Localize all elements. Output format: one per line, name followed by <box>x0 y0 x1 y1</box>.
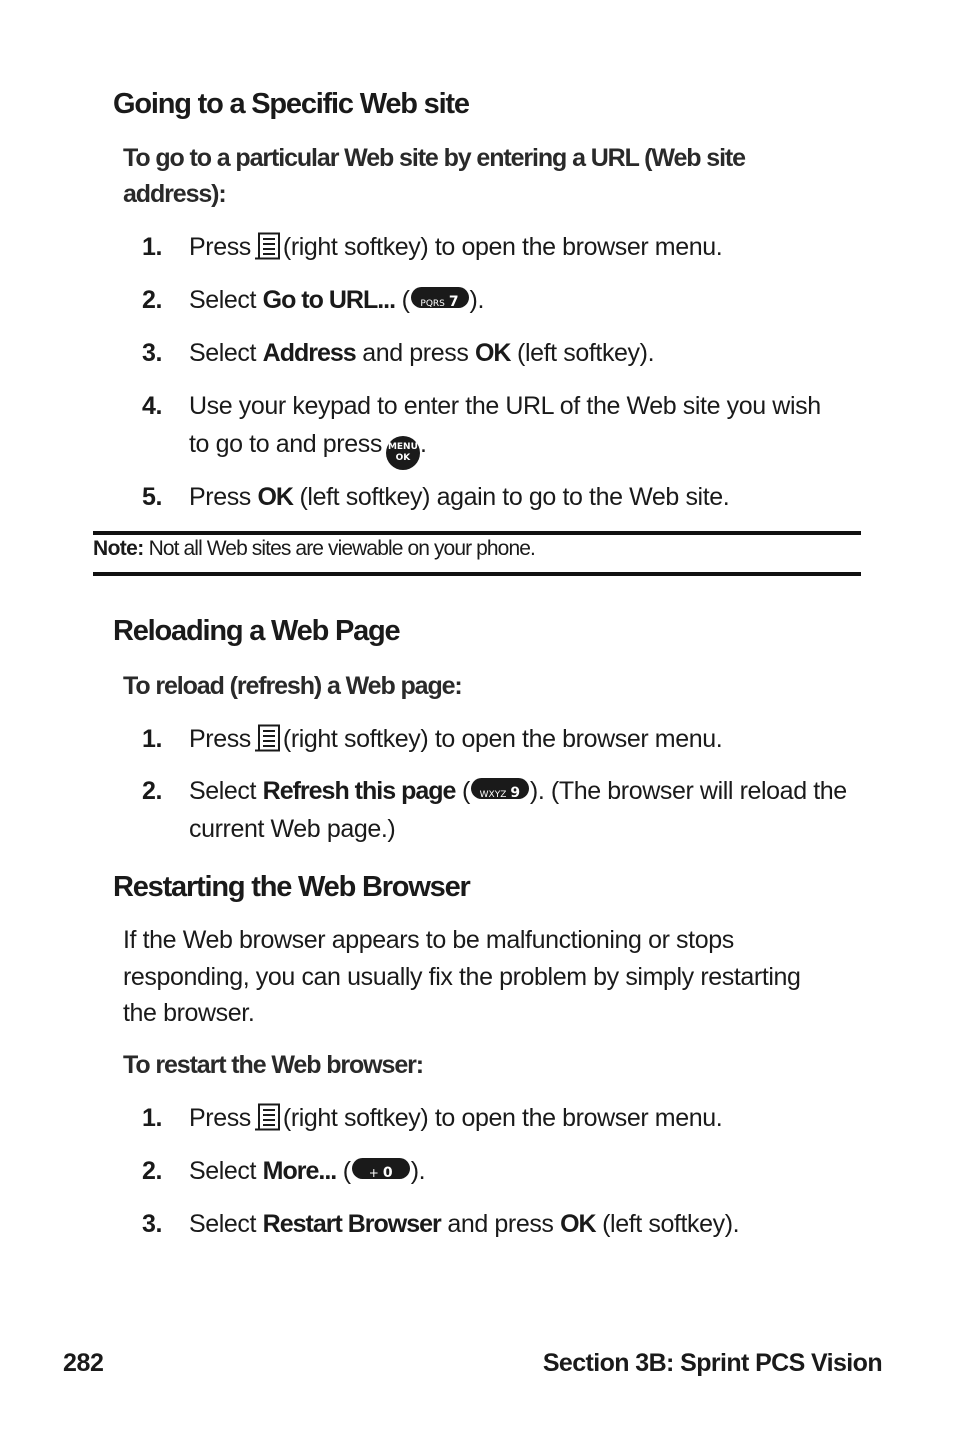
step-number: 3. <box>142 1210 163 1238</box>
step-number: 4. <box>142 392 163 420</box>
note-label: Note: <box>93 537 144 560</box>
menu-softkey-icon <box>255 232 281 260</box>
section-footer: Section 3B: Sprint PCS Vision <box>542 1349 882 1377</box>
section-title-restarting: Restarting the Web Browser <box>113 871 470 903</box>
step-number: 1. <box>142 233 163 261</box>
instruction-lead: To restart the Web browser: <box>123 1051 423 1079</box>
step-number: 5. <box>142 483 163 511</box>
section-title-going-to-website: Going to a Specific Web site <box>113 88 469 120</box>
step-item: 5. Press OK (left softkey) again to go to the Web site. <box>142 478 862 516</box>
step-item: 3. Select Address and press OK (left softkey). <box>142 334 862 372</box>
key-9-icon: WXYZ 9 <box>471 778 529 799</box>
step-item: 2. Select Go to URL... ( PQRS 7 ). <box>142 281 862 319</box>
step-item: 1. Press (right softkey) to open the browser menu. <box>142 720 862 758</box>
step-number: 1. <box>142 725 163 753</box>
step-item: 3. Select Restart Browser and press OK (left softkey). <box>142 1205 862 1243</box>
menu-ok-key-icon: MENU OK <box>386 436 420 470</box>
note-text: Not all Web sites are viewable on your phone. <box>143 537 535 560</box>
key-7-icon: PQRS 7 <box>411 287 469 308</box>
step-number: 1. <box>142 1104 163 1132</box>
body-paragraph: If the Web browser appears to be malfunctioning or stops responding, you can usually fix the problem by simply restarting the browser. <box>123 926 801 1027</box>
step-number: 3. <box>142 339 163 367</box>
step-number: 2. <box>142 777 163 805</box>
section-title-reloading: Reloading a Web Page <box>113 615 400 647</box>
note-bottom-rule <box>93 572 861 576</box>
note-top-rule <box>93 531 861 535</box>
note-box <box>93 537 861 561</box>
step-item: 4. Use your keypad to enter the URL of the Web site you wish to go to and press MENU OK . <box>142 387 862 470</box>
step-item: 1. Press (right softkey) to open the browser menu. <box>142 228 862 266</box>
page-number: 282 <box>63 1349 104 1377</box>
menu-softkey-icon <box>255 724 281 752</box>
menu-softkey-icon <box>255 1103 281 1131</box>
step-item: 2. Select More... ( + 0 ). <box>142 1152 862 1190</box>
step-number: 2. <box>142 1157 163 1185</box>
step-number: 2. <box>142 286 163 314</box>
step-item: 2. Select Refresh this page ( WXYZ 9 ). (The browser will reload the current Web page.) <box>142 772 862 848</box>
key-0-icon: + 0 <box>352 1158 410 1179</box>
instruction-lead: To go to a particular Web site by entering a URL (Web site address): <box>123 144 745 208</box>
instruction-lead: To reload (refresh) a Web page: <box>123 672 462 700</box>
step-item: 1. Press (right softkey) to open the browser menu. <box>142 1099 862 1137</box>
